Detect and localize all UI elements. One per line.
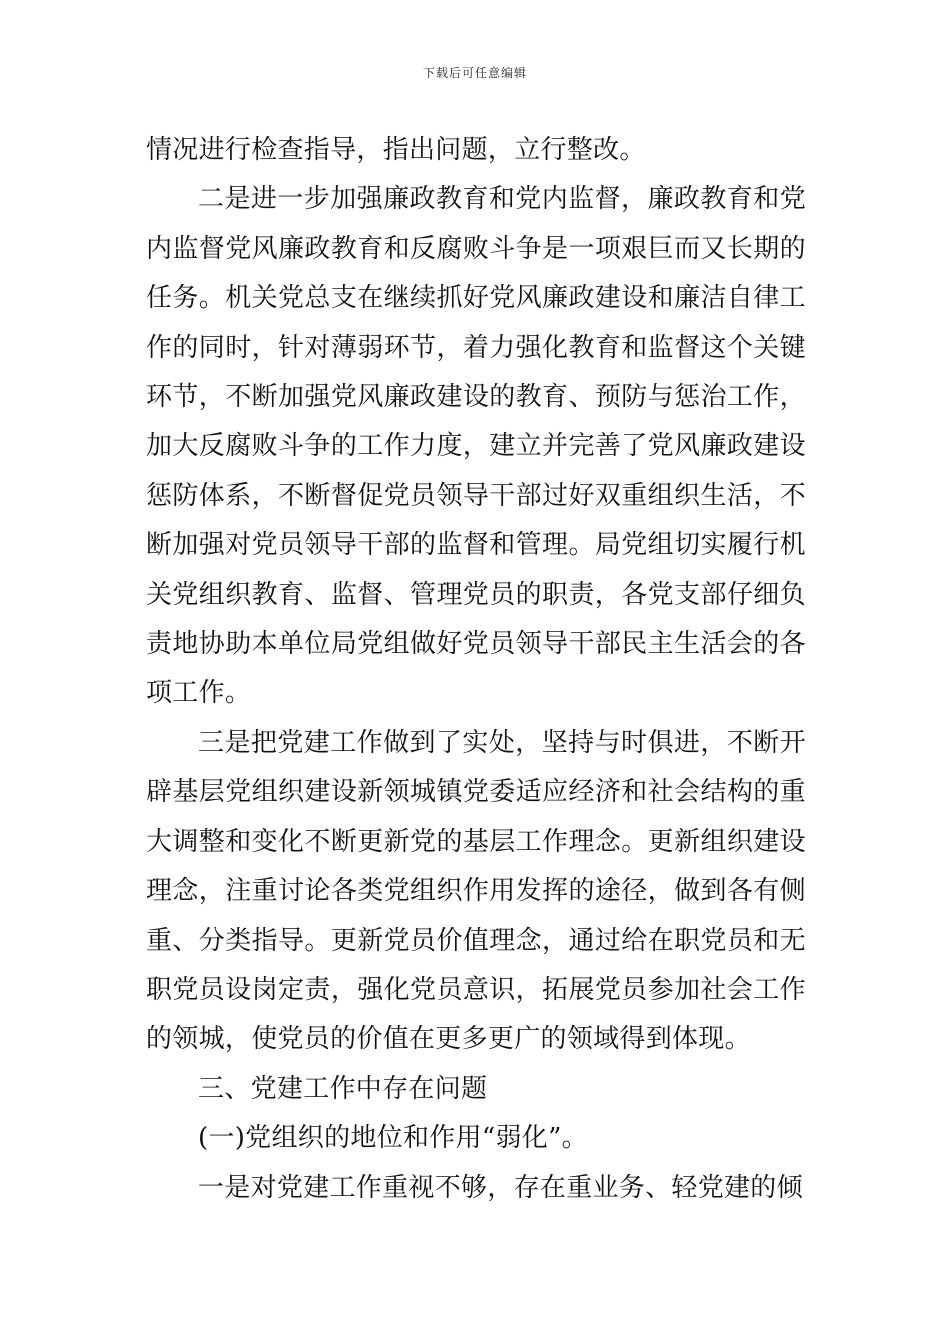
paragraph-item-two: 二是进一步加强廉政教育和党内监督，廉政教育和党内监督党风廉政教育和反腐败斗争是一项艰巨而又长期的任务。机关党总支在继续抓好党风廉政建设和廉洁自律工作的同时，针对薄弱环节，着力强化教育和监督这个关键环节，不断加强党风廉政建设的教育、预防与惩治工作，加大反腐败斗争的工作力度，建立并完善了党风廉政建设惩防体系，不断督促党员领导干部过好双重组织生活，不断加强对党员领导干部的监督和管理。局党组切实履行机关党组织教育、监督、管理党员的职责，各党支部仔细负责地协助本单位局党组做好党员领导干部民主生活会的各项工作。	[146, 184, 806, 709]
paragraph-item-three: 三是把党建工作做到了实处，坚持与时俱进，不断开辟基层党组织建设新领城镇党委适应经济和社会结构的重大调整和变化不断更新党的基层工作理念。更新组织建设理念，注重讨论各类党组织作用发挥的途径，做到各有侧重、分类指导。更新党员价值理念，通过给在职党员和无职党员设岗定责，强化党员意识，拓展党员参加社会工作的领城，使党员的价值在更多更广的领域得到体现。	[146, 727, 806, 1055]
document-body	[146, 126, 806, 1213]
page-header-note: 下载后可任意编辑	[422, 66, 527, 80]
subsection-heading: (一)党组织的地位和作用“弱化”。	[198, 1123, 588, 1154]
section-heading: 三、党建工作中存在问题	[198, 1073, 488, 1104]
paragraph-item-one: 一是对党建工作重视不够，存在重业务、轻党建的倾	[198, 1172, 803, 1203]
paragraph-continued: 情况进行检查指导，指出问题，立行整改。	[146, 135, 646, 165]
